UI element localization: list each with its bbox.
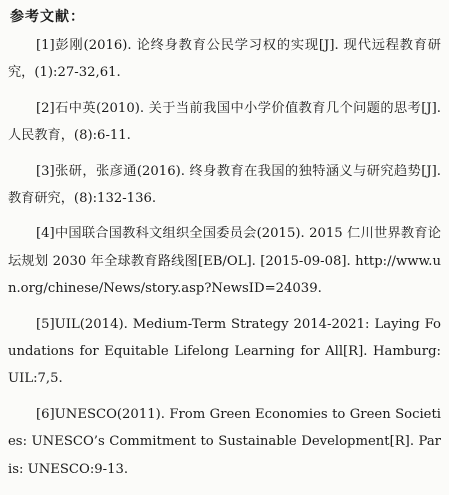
reference-list	[8, 32, 441, 483]
reference-item-3: [3]张研，张彦通(2016). 终身教育在我国的独特涵义与研究趋势[J]. 教育研究，(8):132-136.	[8, 163, 441, 207]
reference-item-1: [1]彭刚(2016). 论终身教育公民学习权的实现[J]. 现代远程教育研究，(1):27-32,61.	[8, 38, 441, 81]
reference-item-5: [5]UIL(2014). Medium-Term Strategy 2014-2021: Laying Foundations for Equitable Lifelong Learning for All[R]. Hamburg: UIL:7,5.	[8, 316, 441, 387]
reference-item-4: [4]中国联合国教科文组织全国委员会(2015). 2015 仁川世界教育论坛规划 2030 年全球教育路线图[EB/OL]. [2015-09-08]. http://www.un.org/chinese/News/story.asp?NewsID=24039.	[8, 226, 441, 297]
reference-item-6: [6]UNESCO(2011). From Green Economies to Green Societies: UNESCO’s Commitment to Sustainable Development[R]. Paris: UNESCO:9-13.	[8, 406, 441, 477]
references-heading: 参考文献：	[10, 9, 85, 25]
reference-item-2: [2]石中英(2010). 关于当前我国中小学价值教育几个问题的思考[J]. 人民教育，(8):6-11.	[8, 100, 441, 144]
